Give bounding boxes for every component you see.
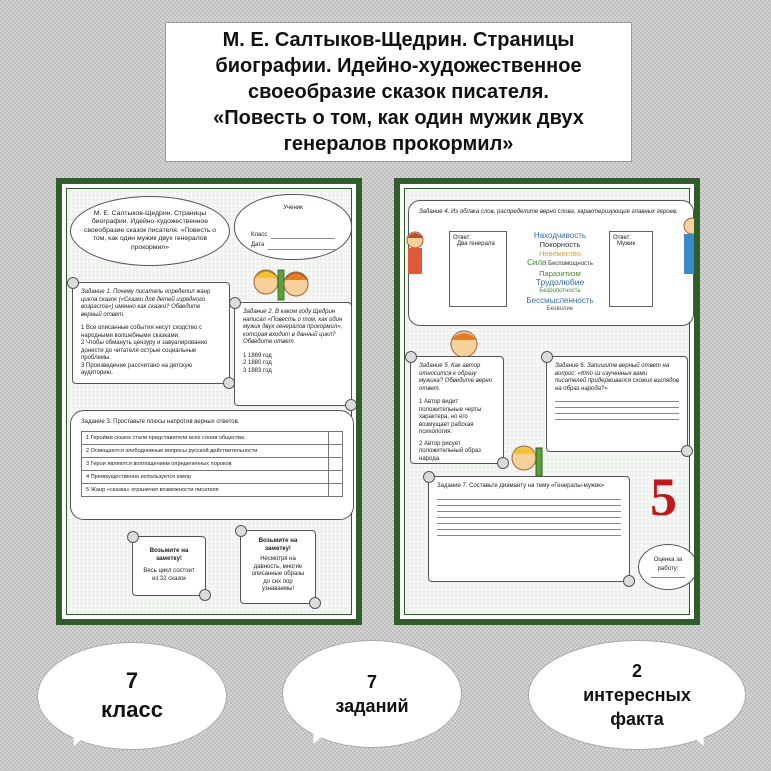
task2-scroll [234,302,352,406]
task4-left-label: Ответ: [453,235,472,241]
task2-option-1[interactable]: 1 1869 год [243,352,272,359]
class-label: Класс [251,231,268,238]
task3-row-4-check[interactable] [329,471,343,484]
grade-bubble [638,544,698,590]
word-cloud-item: Покорность [539,240,581,249]
task1-option-3[interactable]: 3 Произведение рассчитано на детскую аудиторию. [81,362,193,376]
note1-title: Возьмите на заметку! [149,547,189,562]
task1-scroll [72,282,230,384]
note2-title: Возьмите на заметку! [258,537,298,552]
table-row [82,445,343,458]
note2-text: Несмотря на давность, многие описанные образы до сих пор узнаваемы! [251,556,305,592]
header-bubble [70,196,230,266]
task4-right-answer-box[interactable] [609,231,653,307]
grade-field[interactable] [651,577,685,578]
task2-option-2[interactable]: 2 1880 год [243,360,272,366]
child-face-illustration [446,324,482,360]
task4-panel [408,200,694,326]
task2-question: Задание 2. В каком году Щедрин написал «Повесть о том, как один мужик двух генералов прокормил», которая входит в данный цикл? Обведите ответ. [243,309,343,345]
word-cloud-item: Безропотность [539,288,581,294]
task6-answer-line[interactable] [555,407,679,408]
grade-label: Оценка за работу: [653,557,683,572]
child-right-illustration [682,214,700,298]
task5-question: Задание 5. Как автор относится к образу мужика? Обведите верно ответ. [419,363,493,392]
task7-answer-line[interactable] [437,523,621,524]
title-banner [165,22,632,162]
grade-mark: 5 [650,467,677,527]
task6-answer-line[interactable] [555,419,679,420]
task3-row-1-text: 1 Герои́ми сказок стали представители всех слоев общества [82,432,329,445]
task7-answer-line[interactable] [437,535,621,536]
task3-row-4-text: 4 Преимущественно используется юмор [82,471,329,484]
word-cloud-item: Беспомощность [548,261,593,267]
task6-scroll [546,356,688,452]
task3-row-5-text: 5 Жанр «сказка» ограничил возможности писателя [82,484,329,497]
badge-tasks-word: заданий [335,696,409,716]
task6-question: Задание 6. Запишите верный ответ на вопрос: «Кто из изученных вами писателей придерживался схожих взглядов на образ народа?» [555,363,679,392]
badge-facts-word: интересных факта [583,685,691,729]
task4-left-sub: Два генерала [457,241,495,247]
header-bubble-text: М. Е. Салтыков-Щедрин. Страницы биографии. Идейно-художественное своеобразие сказок писателя. «Повесть о том, как один мужик двух генералов прокормил» [83,209,217,251]
badge-facts [528,640,746,750]
task3-row-2-check[interactable] [329,445,343,458]
task3-question: Задание 3. Проставьте плюсы напротив верных ответов. [81,419,240,425]
task2-option-3[interactable]: 3 1883 год [243,367,272,374]
worksheet-page-2 [394,178,700,625]
worksheet-page-1 [56,178,362,625]
task7-answer-line[interactable] [437,505,621,506]
badge-grade-word: класс [101,697,163,722]
task3-panel [70,410,354,520]
task6-answer-line[interactable] [555,401,679,402]
note2-scroll [240,530,316,604]
task4-right-label: Ответ: [613,235,632,241]
date-label: Дата [251,242,265,249]
class-field[interactable] [271,233,335,239]
note1-text: Весь цикл состоит из 32 сказок [143,568,195,582]
task5-option-1[interactable]: 1 Автор видит положительные черты характера, но его возмущает рабская психология. [419,399,482,435]
student-label: Ученик [283,205,303,212]
task5-scroll [410,356,504,464]
page-title: М. Е. Салтыков-Щедрин. Страницы биографии. Идейно-художественное своеобразие сказок писателя. «Повесть о том, как один мужик двух генералов прокормил» [213,29,584,155]
task1-option-1[interactable]: 1 Все описанные события несут сходство с народными волшебными сказками. [81,325,202,339]
word-cloud-item: Сила [527,258,547,267]
task3-row-3-text: 3 Герои являются воплощением определенных пороков [82,458,329,471]
note1-scroll [132,536,206,596]
word-cloud-item: Находчивость [533,231,587,240]
word-cloud-item: Невежество [538,249,582,258]
task3-row-5-check[interactable] [329,484,343,497]
badge-tasks-number: 7 [366,672,377,692]
task3-row-1-check[interactable] [329,432,343,445]
word-cloud-item: Бессмысленность [526,296,594,305]
table-row [82,471,343,484]
task7-answer-line[interactable] [437,511,621,512]
table-row [82,458,343,471]
task3-row-2-text: 2 Освещаются злободневные вопросы русской действительности [82,445,329,458]
task5-option-2[interactable]: 2 Автор рисует положительный образ народа. [419,440,481,462]
task4-question: Задание 4. Из облака слов, распределите верно слова, характеризующие главных героев. [419,209,678,215]
table-row [82,432,343,445]
task7-answer-line[interactable] [437,529,621,530]
student-info-bubble [234,194,352,260]
word-cloud-item: Паразитизм [539,269,581,278]
task7-question: Задание 7. Составьте диаманту на тему «Генералы-мужик» [437,483,605,489]
task1-option-2[interactable]: 2 Чтобы обмануть цензуру и завуалированно донести до читателя острые социальные проблемы. [81,340,208,361]
task7-answer-line[interactable] [437,499,621,500]
badge-facts-number: 2 [631,661,642,681]
task3-table [81,431,343,497]
task7-answer-line[interactable] [437,517,621,518]
child-pencil-illustration [508,440,548,480]
word-cloud-item: Трудолюбие [535,277,585,287]
badge-tasks [282,640,462,748]
task6-answer-line[interactable] [555,413,679,414]
children-pencil-illustration [248,266,314,306]
table-row [82,484,343,497]
badge-grade [37,642,227,750]
task7-scroll [428,476,630,582]
badge-grade-number: 7 [125,668,139,693]
date-field[interactable] [268,244,335,250]
word-cloud [513,231,607,311]
task4-left-answer-box[interactable] [449,231,507,307]
child-left-illustration [404,230,426,286]
task3-row-3-check[interactable] [329,458,343,471]
task4-right-sub: Мужик [617,241,636,247]
word-cloud-item: Безволие [546,306,574,312]
task1-question: Задание 1. Почему писатель определил жанр цикла сказок («Сказки для детей изрядного возраста») именно как сказки? Обведите верный ответ. [81,289,211,318]
